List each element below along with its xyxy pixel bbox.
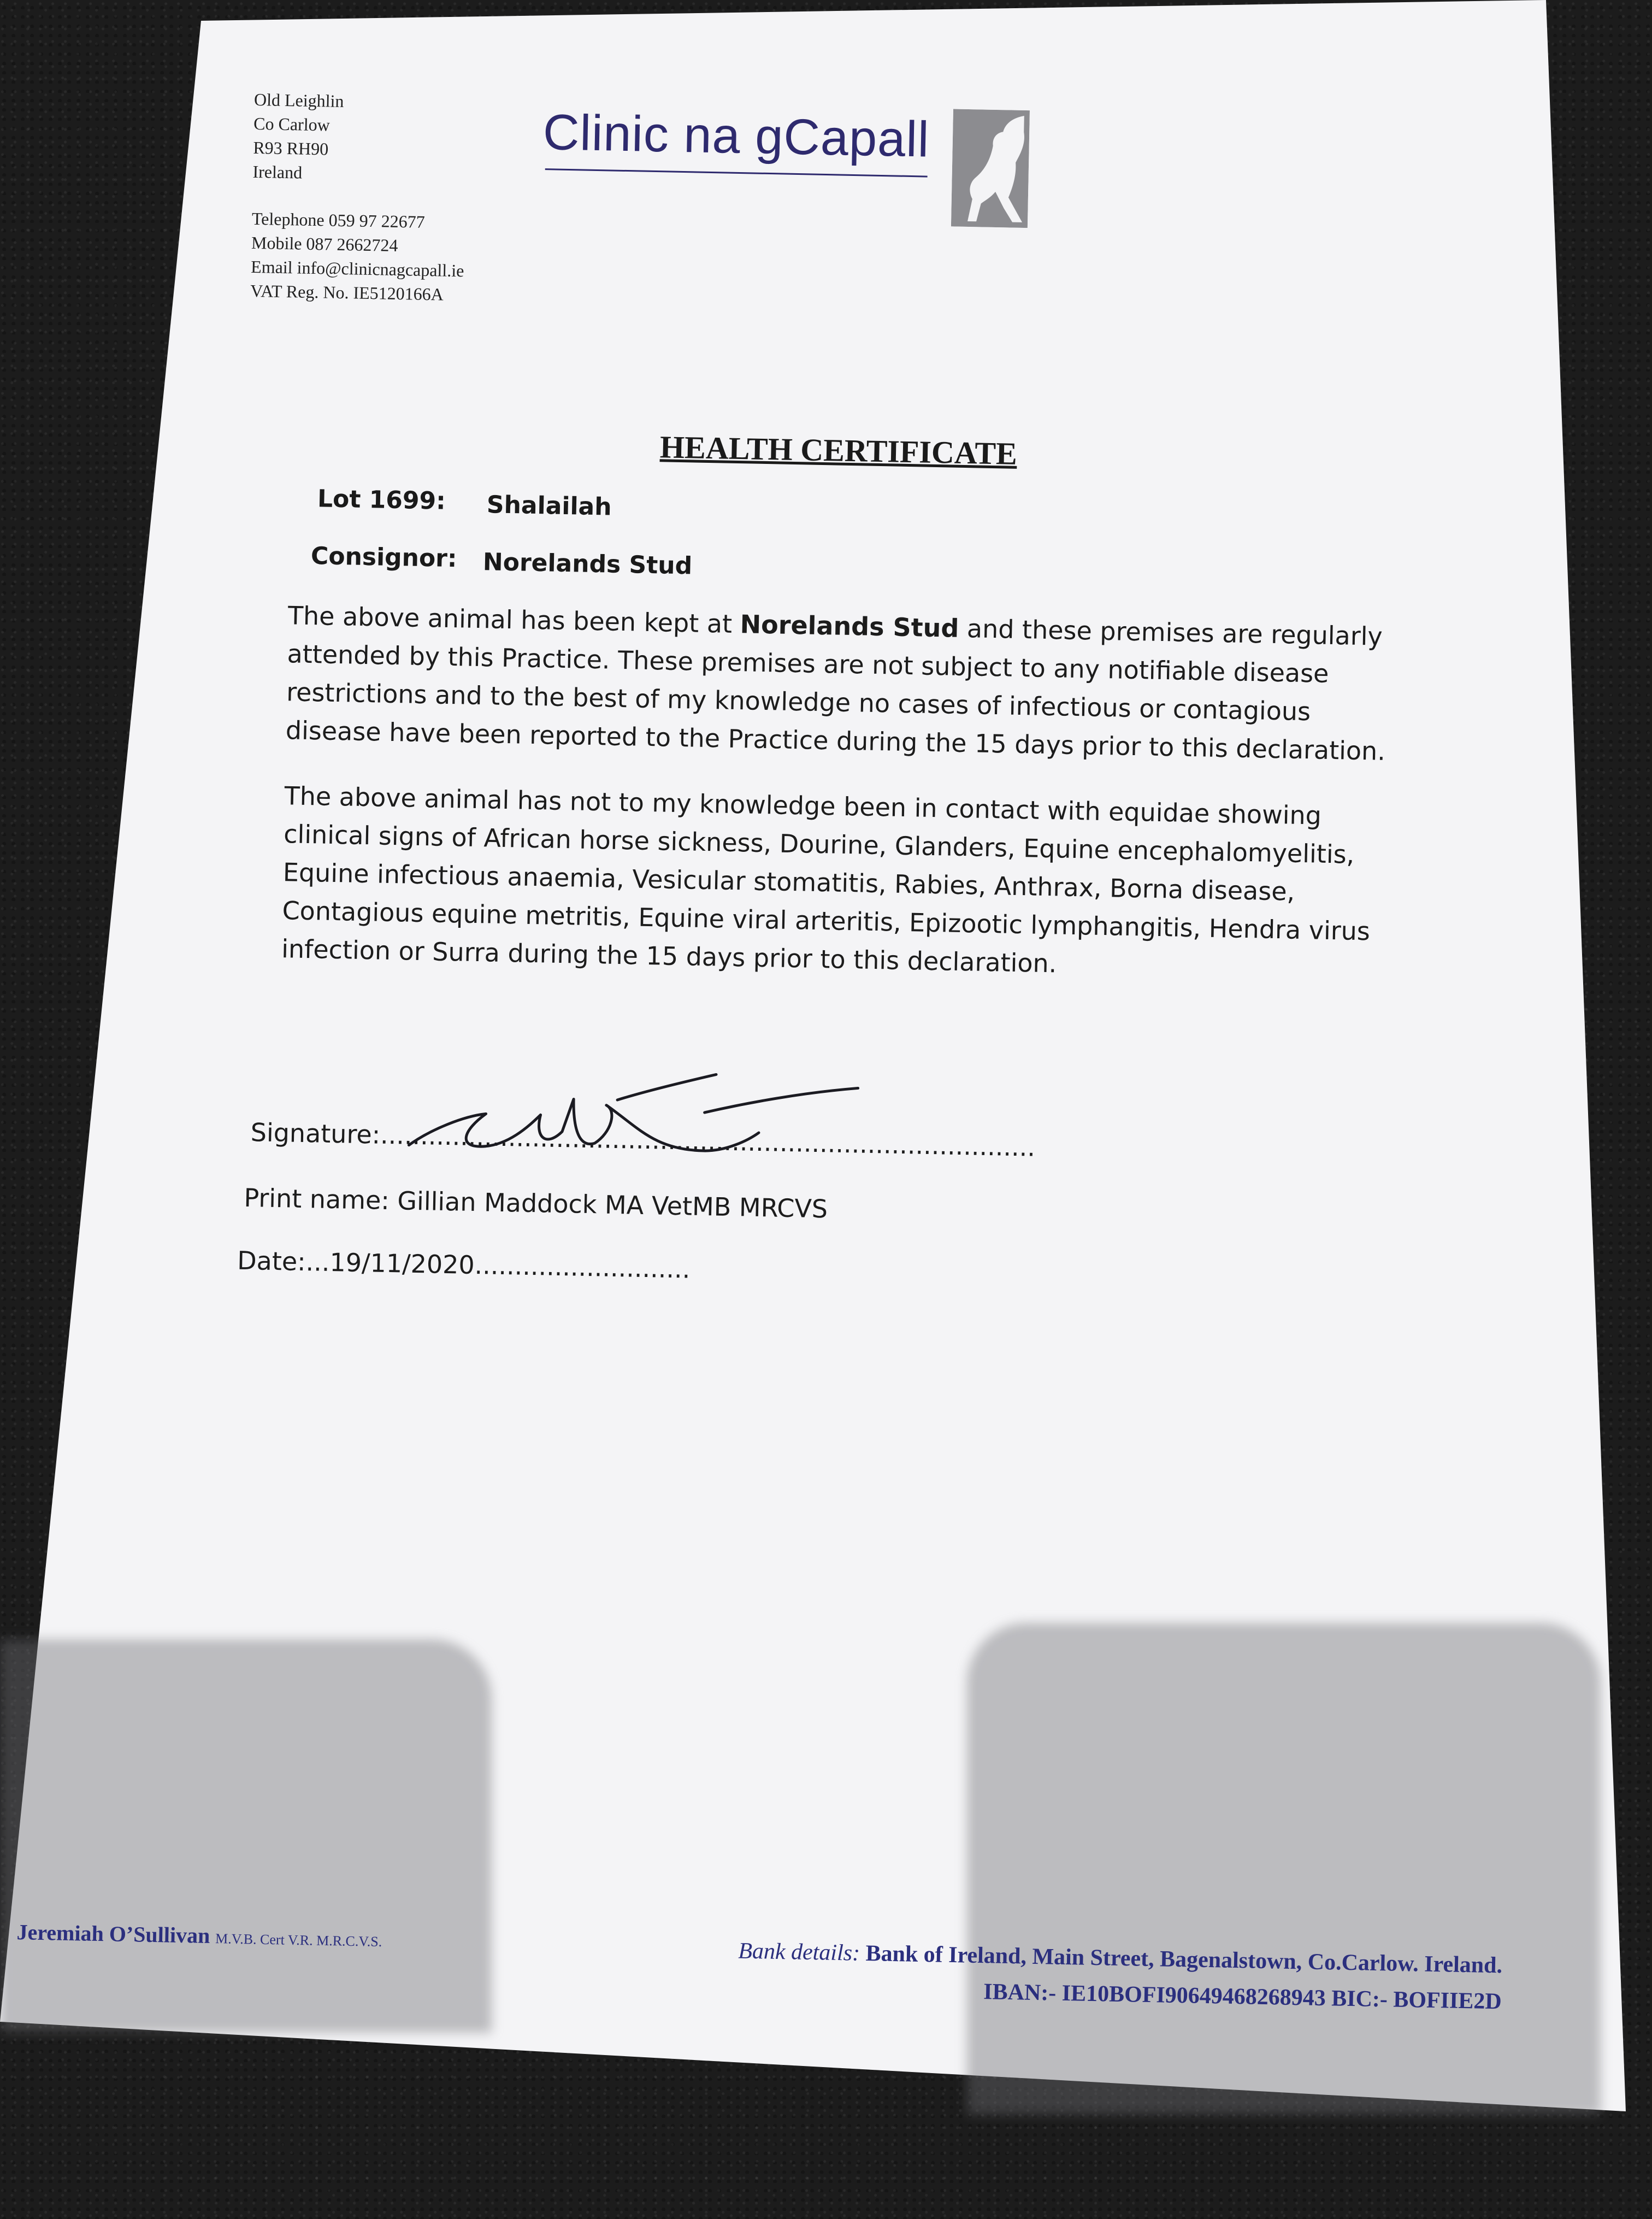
signature-dots: .................................................................................. (380, 1120, 1036, 1162)
paragraph-line: attended by this Practice. These premises are not subject to any notifiable disease (287, 639, 1329, 688)
consignor-value: Norelands Stud (482, 548, 693, 580)
premises-name: Norelands Stud (740, 609, 959, 643)
paragraph-line: disease have been reported to the Practice during the 15 days prior to this declaration. (285, 715, 1386, 766)
print-name: Print name: Gillian Maddock MA VetMB MRCVS (244, 1182, 828, 1224)
lot-value: Shalailah (486, 491, 612, 521)
clinic-logo-text: Clinic na gCapall (542, 104, 930, 168)
contact-telephone: Telephone 059 97 22677 (251, 208, 426, 232)
paragraph-line: Equine infectious anaemia, Vesicular stomatitis, Rabies, Anthrax, Borna disease, (282, 857, 1295, 907)
address-line: R93 RH90 (253, 137, 329, 159)
logo-underline (545, 168, 928, 177)
text-span: and these premises are regularly (958, 613, 1383, 651)
bank-value: Bank of Ireland, Main Street, Bagenalstown, Co.Carlow. Ireland. (865, 1941, 1503, 1979)
footer-bank (660, 1932, 1502, 2020)
paragraph-line: restrictions and to the best of my knowledge no cases of infectious or contagious (286, 677, 1311, 727)
iban-bic-line: IBAN:- IE10BOFI90649468268943 BIC:- BOFIIE2D (983, 1979, 1502, 2015)
paragraph-contact (281, 776, 1377, 988)
address-line: Co Carlow (253, 113, 331, 135)
declaration-date: Date:...19/11/2020........................... (237, 1245, 691, 1284)
paragraph-line: clinical signs of African horse sickness, Dourine, Glanders, Equine encephalomyelitis, (283, 819, 1355, 869)
horse-icon (951, 109, 1030, 228)
paragraph-premises (285, 596, 1386, 770)
signature-label: Signature: (250, 1117, 381, 1150)
vet-name: Jeremiah O’Sullivan (16, 1920, 210, 1948)
consignor-label: Consignor: (310, 542, 457, 573)
lot-label: Lot 1699: (317, 485, 446, 515)
text-span: The above animal has been kept at (287, 601, 741, 639)
address-line: Ireland (252, 161, 303, 183)
vat-number: VAT Reg. No. IE5120166A (250, 280, 444, 304)
certificate-title: HEALTH CERTIFICATE (659, 429, 1018, 472)
contact-email: Email info@clinicnagcapall.ie (250, 256, 464, 281)
vet-qualifications: M.V.B. Cert V.R. M.R.C.V.S. (215, 1930, 382, 1950)
clinic-address (250, 87, 468, 307)
footer-vet (16, 1919, 382, 1952)
paragraph-line: The above animal has not to my knowledge been in contact with equidae showing (284, 781, 1322, 831)
contact-mobile: Mobile 087 2662724 (251, 232, 398, 255)
handwritten-signature (397, 1063, 869, 1181)
paragraph-line: Contagious equine metritis, Equine viral arteritis, Epizootic lymphangitis, Hendra virus (282, 896, 1371, 946)
address-line: Old Leighlin (253, 89, 344, 111)
paragraph-line: infection or Surra during the 15 days prior to this declaration. (281, 934, 1057, 979)
bank-label: Bank details: (738, 1938, 866, 1967)
